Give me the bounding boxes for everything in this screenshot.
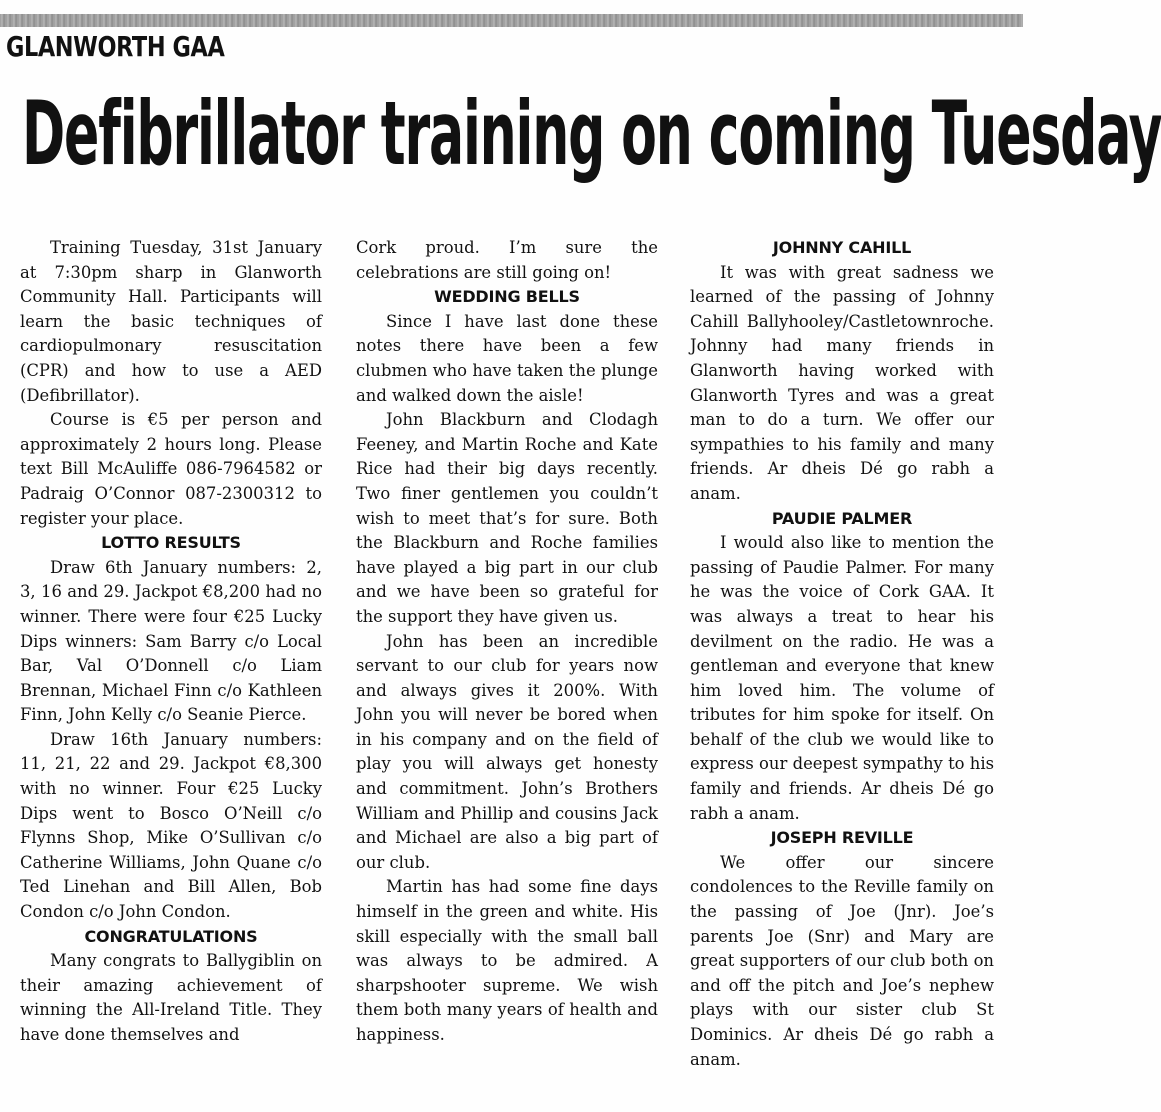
paragraph-lotto-draw-1: Draw 6th January numbers: 2, 3, 16 and 29. Jackpot €8,200 had no winner. There were four €25 Lucky Dips winners: Sam Barry c/o Local Bar, Val O’Donnell c/o Liam Brennan, Michael Finn c/o Kathleen Finn, John Kelly c/o Seanie Pierce. [20,557,322,725]
paragraph-paudie-palmer: I would also like to mention the passing of Paudie Palmer. For many he was the voice of Cork GAA. It was always a treat to hear his devilment on the radio. He was a gentleman and everyone that knew him loved him. The volume of tributes for him spoke for itself. On behalf of the club we would like to express our deepest sympathy to his family and friends. Ar dheis Dé go rabh a anam. [690,533,994,823]
article-column-1 [20,236,322,1048]
headline: Defibrillator training on coming Tuesday [22,82,1161,185]
paragraph-training-intro: Training Tuesday, 31st January at 7:30pm sharp in Glanworth Community Hall. Participants will learn the basic techniques of cardiopulmonary resuscitation (CPR) and how to use a AED (Defibrillator). [20,238,322,405]
paragraph-john-blackburn: John has been an incredible servant to our club for years now and always gives it 200%. With John you will never be bored when in his company and on the field of play you will always get honesty and commitment. John’s Brothers William and Phillip and cousins Jack and Michael are also a big part of our club. [356,631,658,872]
article-column-3 [690,236,994,1072]
paragraph-congratulations-cont: Cork proud. I’m sure the celebrations are still going on! [356,238,658,282]
subheading-lotto-results: LOTTO RESULTS [101,533,241,553]
paragraph-course-details: Course is €5 per person and approximately 2 hours long. Please text Bill McAuliffe 086-7964582 or Padraig O’Connor 087-2300312 to register your place. [20,410,322,528]
section-label: GLANWORTH GAA [6,30,225,63]
subheading-joseph-reville: JOSEPH REVILLE [770,828,914,848]
paragraph-lotto-draw-2: Draw 16th January numbers: 11, 21, 22 and 29. Jackpot €8,300 with no winner. Four €25 Lucky Dips went to Bosco O’Neill c/o Flynns Shop, Mike O’Sullivan c/o Catherine Williams, John Quane c/o Ted Linehan and Bill Allen, Bob Condon c/o John Condon. [20,729,322,922]
article-column-2 [356,236,658,1048]
subheading-johnny-cahill: JOHNNY CAHILL [772,238,912,257]
subheading-wedding-bells: WEDDING BELLS [434,287,580,307]
top-rule [0,14,1023,27]
paragraph-wedding-couples: John Blackburn and Clodagh Feeney, and Martin Roche and Kate Rice had their big days recently. Two finer gentlemen you couldn’t wish to meet that’s for sure. Both the Blackburn and Roche families have played a big part in our club and we have been so grateful for the support they have given us. [356,410,658,626]
subheading-paudie-palmer: PAUDIE PALMER [771,508,913,528]
paragraph-martin-roche: Martin has had some fine days himself in the green and white. His skill especially with the small ball was always to be admired. A sharpshooter supreme. We wish them both many years of health and happiness. [356,877,658,1044]
paragraph-johnny-cahill: It was with great sadness we learned of the passing of Johnny Cahill Ballyhooley/Castletownroche. Johnny had many friends in Glanworth having worked with Glanworth Tyres and was a great man to do a turn. We offer our sympathies to his family and many friends. Ar dheis Dé go rabh a anam. [690,262,994,503]
paragraph-joseph-reville: We offer our sincere condolences to the Reville family on the passing of Joe (Jnr). Joe’s parents Joe (Snr) and Mary are great supporters of our club both on and off the pitch and Joe’s nephew plays with our sister club St Dominics. Ar dheis Dé go rabh a anam. [690,852,994,1069]
paragraph-wedding-intro: Since I have last done these notes there have been a few clubmen who have taken the plunge and walked down the aisle! [356,311,658,405]
subheading-congratulations: CONGRATULATIONS [84,926,258,946]
paragraph-congratulations: Many congrats to Ballygiblin on their amazing achievement of winning the All-Ireland Title. They have done themselves and [20,951,322,1044]
